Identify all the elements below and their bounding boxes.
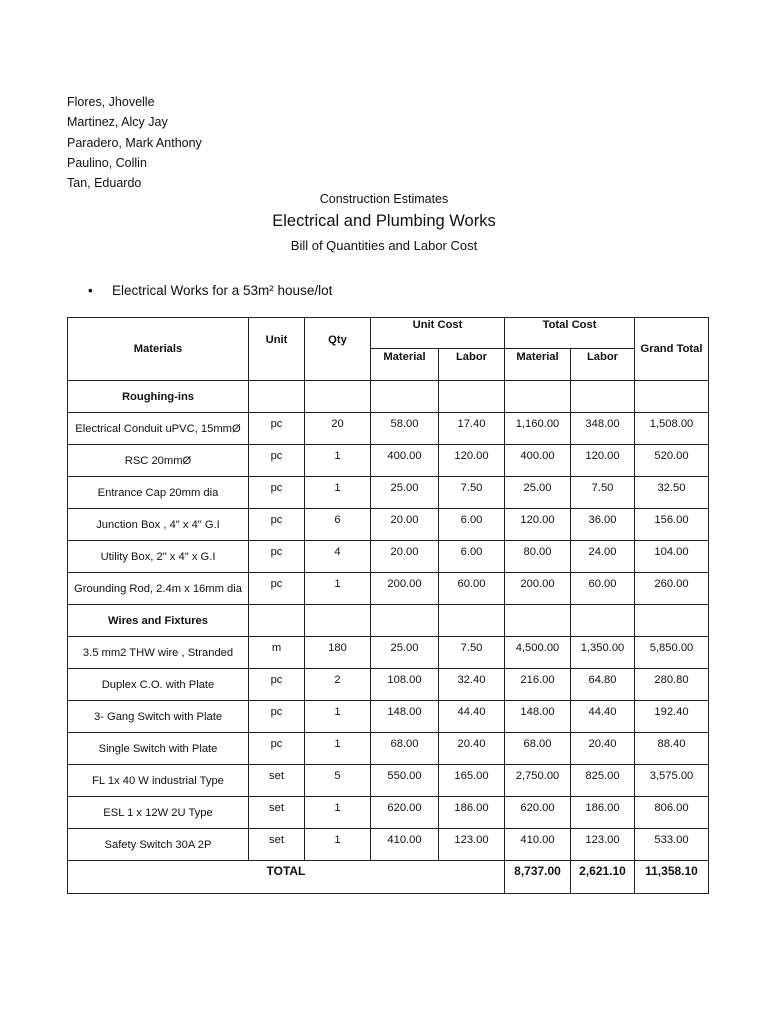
cell-uc-lab: 186.00 bbox=[439, 797, 505, 829]
item-name: Single Switch with Plate bbox=[68, 733, 249, 765]
subheader-tc-material: Material bbox=[505, 349, 571, 381]
cell-uc-lab: 17.40 bbox=[439, 413, 505, 445]
cell-unit: set bbox=[249, 797, 305, 829]
cell-uc-mat: 400.00 bbox=[371, 445, 439, 477]
cell-uc-mat: 550.00 bbox=[371, 765, 439, 797]
header-qty: Qty bbox=[305, 318, 371, 381]
table-row bbox=[68, 445, 709, 477]
cell-unit: pc bbox=[249, 413, 305, 445]
item-name: Entrance Cap 20mm dia bbox=[68, 477, 249, 509]
cell-grand: 104.00 bbox=[635, 541, 709, 573]
cell-tc-mat: 216.00 bbox=[505, 669, 571, 701]
cell-grand: 192.40 bbox=[635, 701, 709, 733]
table-row bbox=[68, 765, 709, 797]
header-total-cost: Total Cost bbox=[505, 318, 635, 349]
cell-tc-lab: 120.00 bbox=[571, 445, 635, 477]
table-row bbox=[68, 733, 709, 765]
cell-qty: 1 bbox=[305, 797, 371, 829]
table-row bbox=[68, 541, 709, 573]
cell-tc-mat: 2,750.00 bbox=[505, 765, 571, 797]
cell-unit: set bbox=[249, 765, 305, 797]
cell-tc-mat: 25.00 bbox=[505, 477, 571, 509]
cell-unit: pc bbox=[249, 733, 305, 765]
cell-tc-mat: 400.00 bbox=[505, 445, 571, 477]
cell-qty: 1 bbox=[305, 701, 371, 733]
item-name: 3- Gang Switch with Plate bbox=[68, 701, 249, 733]
cell-tc-lab: 186.00 bbox=[571, 797, 635, 829]
table-row bbox=[68, 701, 709, 733]
table-row bbox=[68, 477, 709, 509]
bullet-text: Electrical Works for a 53m² house/lot bbox=[112, 283, 333, 298]
cell-unit: pc bbox=[249, 477, 305, 509]
item-name: Duplex C.O. with Plate bbox=[68, 669, 249, 701]
cell-tc-lab: 123.00 bbox=[571, 829, 635, 861]
cell-uc-lab: 20.40 bbox=[439, 733, 505, 765]
total-material: 8,737.00 bbox=[505, 861, 571, 894]
total-row bbox=[68, 861, 709, 894]
cell-unit: pc bbox=[249, 509, 305, 541]
cell-unit: pc bbox=[249, 445, 305, 477]
section-row bbox=[68, 605, 709, 637]
total-grand: 11,358.10 bbox=[635, 861, 709, 894]
table-row bbox=[68, 797, 709, 829]
document-title: Electrical and Plumbing Works bbox=[272, 212, 496, 230]
cell-uc-mat: 148.00 bbox=[371, 701, 439, 733]
section-title: Roughing-ins bbox=[68, 381, 249, 413]
cell-grand: 806.00 bbox=[635, 797, 709, 829]
section-title: Wires and Fixtures bbox=[68, 605, 249, 637]
item-name: ESL 1 x 12W 2U Type bbox=[68, 797, 249, 829]
cell-unit: m bbox=[249, 637, 305, 669]
cell-grand: 260.00 bbox=[635, 573, 709, 605]
cell-tc-lab: 44.40 bbox=[571, 701, 635, 733]
cell-uc-lab: 7.50 bbox=[439, 637, 505, 669]
cell-tc-mat: 620.00 bbox=[505, 797, 571, 829]
total-labor: 2,621.10 bbox=[571, 861, 635, 894]
cell-grand: 5,850.00 bbox=[635, 637, 709, 669]
cell-grand: 1,508.00 bbox=[635, 413, 709, 445]
cell-grand: 156.00 bbox=[635, 509, 709, 541]
cell-grand: 32.50 bbox=[635, 477, 709, 509]
cell-tc-lab: 24.00 bbox=[571, 541, 635, 573]
cell-unit: pc bbox=[249, 573, 305, 605]
cell-unit: pc bbox=[249, 701, 305, 733]
author-name: Tan, Eduardo bbox=[67, 176, 142, 191]
cell-tc-mat: 120.00 bbox=[505, 509, 571, 541]
cell-tc-mat: 68.00 bbox=[505, 733, 571, 765]
author-list bbox=[67, 92, 202, 193]
cell-tc-lab: 36.00 bbox=[571, 509, 635, 541]
subheader-uc-labor: Labor bbox=[439, 349, 505, 381]
cell-tc-mat: 200.00 bbox=[505, 573, 571, 605]
cell-qty: 2 bbox=[305, 669, 371, 701]
cell-qty: 20 bbox=[305, 413, 371, 445]
cell-uc-lab: 165.00 bbox=[439, 765, 505, 797]
cell-uc-lab: 123.00 bbox=[439, 829, 505, 861]
cell-tc-lab: 7.50 bbox=[571, 477, 635, 509]
cell-tc-mat: 148.00 bbox=[505, 701, 571, 733]
cell-uc-mat: 68.00 bbox=[371, 733, 439, 765]
cell-uc-lab: 32.40 bbox=[439, 669, 505, 701]
cell-grand: 520.00 bbox=[635, 445, 709, 477]
cell-tc-lab: 60.00 bbox=[571, 573, 635, 605]
cell-qty: 1 bbox=[305, 733, 371, 765]
author-name: Martinez, Alcy Jay bbox=[67, 115, 168, 130]
cell-uc-lab: 44.40 bbox=[439, 701, 505, 733]
cell-uc-mat: 58.00 bbox=[371, 413, 439, 445]
table-row bbox=[68, 829, 709, 861]
cell-qty: 4 bbox=[305, 541, 371, 573]
author-name: Flores, Jhovelle bbox=[67, 95, 155, 109]
cell-tc-mat: 410.00 bbox=[505, 829, 571, 861]
item-name: 3.5 mm2 THW wire , Stranded bbox=[68, 637, 249, 669]
header-unit-cost: Unit Cost bbox=[371, 318, 505, 349]
subheader-tc-labor: Labor bbox=[571, 349, 635, 381]
author-name: Paradero, Mark Anthony bbox=[67, 135, 202, 150]
cell-unit: pc bbox=[249, 669, 305, 701]
cell-uc-lab: 60.00 bbox=[439, 573, 505, 605]
cell-qty: 1 bbox=[305, 573, 371, 605]
cell-uc-mat: 410.00 bbox=[371, 829, 439, 861]
header-grand-total: Grand Total bbox=[635, 318, 709, 381]
table-row bbox=[68, 413, 709, 445]
header-unit: Unit bbox=[249, 318, 305, 381]
item-name: FL 1x 40 W industrial Type bbox=[68, 765, 249, 797]
cell-tc-mat: 80.00 bbox=[505, 541, 571, 573]
cell-grand: 280.80 bbox=[635, 669, 709, 701]
table-row bbox=[68, 669, 709, 701]
subheader-uc-material: Material bbox=[371, 349, 439, 381]
document-label: Construction Estimates bbox=[319, 192, 449, 206]
cell-uc-mat: 25.00 bbox=[371, 637, 439, 669]
cell-tc-lab: 1,350.00 bbox=[571, 637, 635, 669]
cell-tc-mat: 1,160.00 bbox=[505, 413, 571, 445]
cell-qty: 1 bbox=[305, 477, 371, 509]
cell-uc-lab: 7.50 bbox=[439, 477, 505, 509]
total-label: TOTAL bbox=[249, 861, 371, 894]
item-name: Electrical Conduit uPVC, 15mmØ bbox=[68, 413, 249, 445]
item-name: Safety Switch 30A 2P bbox=[68, 829, 249, 861]
table-row bbox=[68, 509, 709, 541]
cell-grand: 88.40 bbox=[635, 733, 709, 765]
item-name: RSC 20mmØ bbox=[68, 445, 249, 477]
cell-uc-mat: 200.00 bbox=[371, 573, 439, 605]
bill-of-quantities-table bbox=[67, 317, 709, 894]
cell-tc-lab: 825.00 bbox=[571, 765, 635, 797]
bullet-item bbox=[88, 283, 332, 298]
section-row bbox=[68, 381, 709, 413]
cell-uc-mat: 108.00 bbox=[371, 669, 439, 701]
cell-uc-lab: 120.00 bbox=[439, 445, 505, 477]
table-row bbox=[68, 637, 709, 669]
item-name: Junction Box , 4" x 4" G.I bbox=[68, 509, 249, 541]
document-subtitle: Bill of Quantities and Labor Cost bbox=[290, 238, 478, 253]
author-name: Paulino, Collin bbox=[67, 155, 147, 170]
cell-uc-mat: 20.00 bbox=[371, 509, 439, 541]
item-name: Utility Box, 2" x 4" x G.I bbox=[68, 541, 249, 573]
cell-unit: pc bbox=[249, 541, 305, 573]
cell-tc-mat: 4,500.00 bbox=[505, 637, 571, 669]
cell-tc-lab: 348.00 bbox=[571, 413, 635, 445]
cell-uc-lab: 6.00 bbox=[439, 541, 505, 573]
bullet-icon: • bbox=[88, 283, 93, 298]
table-header-row bbox=[68, 318, 709, 349]
cell-uc-mat: 20.00 bbox=[371, 541, 439, 573]
cell-unit: set bbox=[249, 829, 305, 861]
cell-grand: 533.00 bbox=[635, 829, 709, 861]
cell-qty: 1 bbox=[305, 829, 371, 861]
cell-qty: 180 bbox=[305, 637, 371, 669]
cell-qty: 6 bbox=[305, 509, 371, 541]
cell-qty: 1 bbox=[305, 445, 371, 477]
table-row bbox=[68, 573, 709, 605]
cell-tc-lab: 20.40 bbox=[571, 733, 635, 765]
cell-uc-lab: 6.00 bbox=[439, 509, 505, 541]
item-name: Grounding Rod, 2.4m x 16mm dia bbox=[68, 573, 249, 605]
cell-tc-lab: 64.80 bbox=[571, 669, 635, 701]
cell-qty: 5 bbox=[305, 765, 371, 797]
cell-uc-mat: 25.00 bbox=[371, 477, 439, 509]
cell-grand: 3,575.00 bbox=[635, 765, 709, 797]
header-materials: Materials bbox=[68, 318, 249, 381]
cell-uc-mat: 620.00 bbox=[371, 797, 439, 829]
